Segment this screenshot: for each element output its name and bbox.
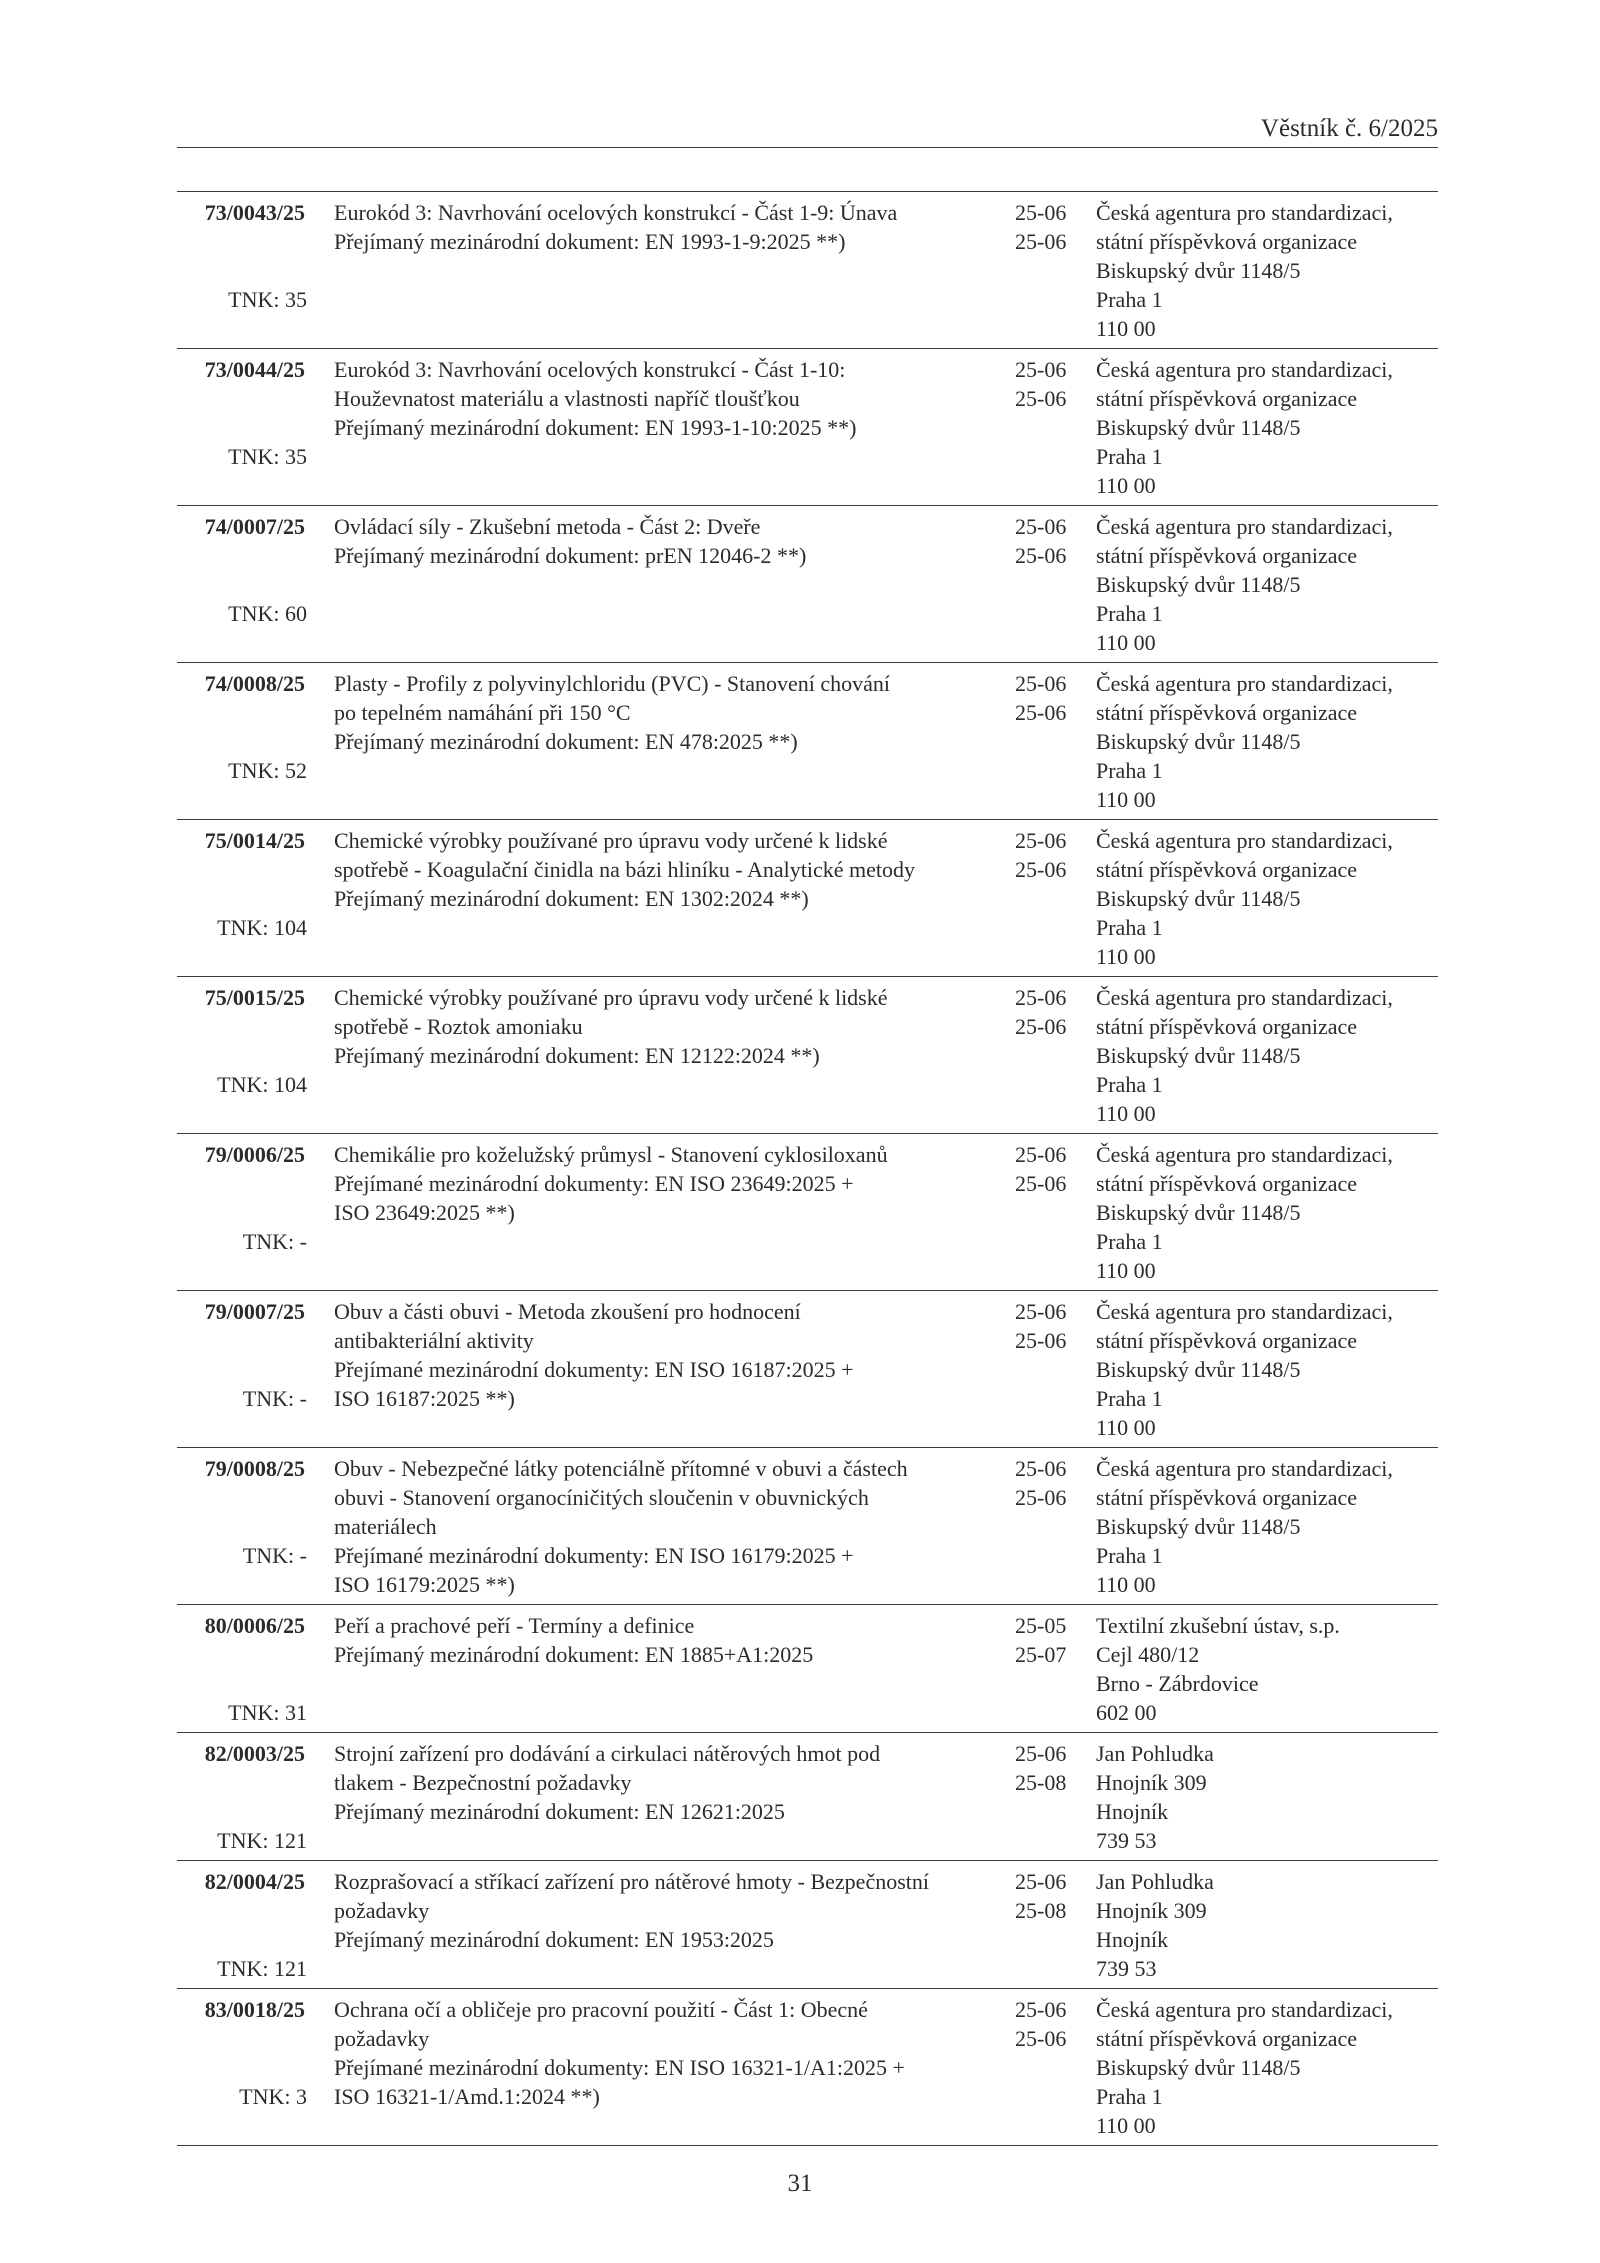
dates bbox=[1015, 512, 1085, 570]
address-line: Biskupský dvůr 1148/5 bbox=[1096, 572, 1301, 597]
tnk-label: TNK: - bbox=[242, 1229, 307, 1254]
address-line: Česká agentura pro standardizaci, bbox=[1096, 1299, 1393, 1324]
dates bbox=[1015, 669, 1085, 727]
address-line: Praha 1 bbox=[1096, 1543, 1163, 1568]
document-title bbox=[334, 1739, 1014, 1826]
address-line: Praha 1 bbox=[1096, 1072, 1163, 1097]
processor-address bbox=[1096, 669, 1436, 814]
table-row bbox=[177, 192, 1438, 349]
document-title bbox=[334, 826, 1014, 913]
row-identifier bbox=[185, 1867, 307, 1981]
standards-table bbox=[177, 191, 1438, 2146]
address-line: Biskupský dvůr 1148/5 bbox=[1096, 1043, 1301, 1068]
title-line: spotřebě - Roztok amoniaku bbox=[334, 1014, 583, 1039]
address-line: Hnojník bbox=[1096, 1927, 1169, 1952]
address-line: státní příspěvková organizace bbox=[1096, 700, 1358, 725]
dates bbox=[1015, 1297, 1085, 1355]
address-line: 110 00 bbox=[1096, 316, 1156, 341]
title-line: Strojní zařízení pro dodávání a cirkulaci nátěrových hmot pod bbox=[334, 1741, 881, 1766]
address-line: 602 00 bbox=[1096, 1700, 1157, 1725]
tnk-label: TNK: 3 bbox=[239, 2084, 307, 2109]
title-line: Obuv - Nebezpečné látky potenciálně přítomné v obuvi a částech bbox=[334, 1456, 908, 1481]
date-value: 25-08 bbox=[1015, 1770, 1067, 1795]
row-identifier bbox=[185, 1297, 307, 1411]
processor-address bbox=[1096, 826, 1436, 971]
address-line: 110 00 bbox=[1096, 2113, 1156, 2138]
address-line: Hnojník 309 bbox=[1096, 1770, 1207, 1795]
table-row bbox=[177, 1861, 1438, 1989]
title-line: antibakteriální aktivity bbox=[334, 1328, 534, 1353]
date-value: 25-06 bbox=[1015, 1741, 1067, 1766]
date-value: 25-06 bbox=[1015, 543, 1067, 568]
title-line: Chemické výrobky používané pro úpravu vody určené k lidské bbox=[334, 828, 888, 853]
date-value: 25-06 bbox=[1015, 2026, 1067, 2051]
table-row bbox=[177, 1733, 1438, 1861]
address-line: Česká agentura pro standardizaci, bbox=[1096, 514, 1393, 539]
address-line: Česká agentura pro standardizaci, bbox=[1096, 1456, 1393, 1481]
title-line: Houževnatost materiálu a vlastnosti napříč tloušťkou bbox=[334, 386, 800, 411]
dates bbox=[1015, 1454, 1085, 1512]
table-row bbox=[177, 1605, 1438, 1733]
address-line: 110 00 bbox=[1096, 473, 1156, 498]
dates bbox=[1015, 355, 1085, 413]
address-line: Česká agentura pro standardizaci, bbox=[1096, 1142, 1393, 1167]
tnk-label: TNK: - bbox=[242, 1386, 307, 1411]
address-line: státní příspěvková organizace bbox=[1096, 543, 1358, 568]
dates bbox=[1015, 826, 1085, 884]
date-value: 25-06 bbox=[1015, 200, 1067, 225]
document-number: 80/0006/25 bbox=[204, 1613, 305, 1638]
document-number: 79/0007/25 bbox=[204, 1299, 305, 1324]
title-line: obuvi - Stanovení organocíničitých sloučenin v obuvnických bbox=[334, 1485, 869, 1510]
date-value: 25-05 bbox=[1015, 1613, 1067, 1638]
title-line: Rozprašovací a stříkací zařízení pro nátěrové hmoty - Bezpečnostní bbox=[334, 1869, 929, 1894]
title-line: Přejímaný mezinárodní dokument: EN 12621:2025 bbox=[334, 1799, 785, 1824]
table-row bbox=[177, 820, 1438, 977]
document-number: 74/0008/25 bbox=[204, 671, 305, 696]
date-value: 25-06 bbox=[1015, 1299, 1067, 1324]
row-identifier bbox=[185, 669, 307, 783]
title-line: ISO 16321-1/Amd.1:2024 **) bbox=[334, 2084, 600, 2109]
processor-address bbox=[1096, 983, 1436, 1128]
processor-address bbox=[1096, 355, 1436, 500]
address-line: Jan Pohludka bbox=[1096, 1741, 1214, 1766]
title-line: Ochrana očí a obličeje pro pracovní použití - Část 1: Obecné bbox=[334, 1997, 868, 2022]
tnk-label: TNK: 121 bbox=[217, 1956, 307, 1981]
table-row bbox=[177, 349, 1438, 506]
document-number: 73/0043/25 bbox=[204, 200, 305, 225]
address-line: Praha 1 bbox=[1096, 1386, 1163, 1411]
title-line: Přejímaný mezinárodní dokument: prEN 12046-2 **) bbox=[334, 543, 807, 568]
table-row bbox=[177, 1448, 1438, 1605]
table-row bbox=[177, 506, 1438, 663]
address-line: 739 53 bbox=[1096, 1828, 1157, 1853]
address-line: Praha 1 bbox=[1096, 758, 1163, 783]
date-value: 25-06 bbox=[1015, 1456, 1067, 1481]
processor-address bbox=[1096, 1611, 1436, 1727]
document-title bbox=[334, 983, 1014, 1070]
title-line: Peří a prachové peří - Termíny a definice bbox=[334, 1613, 695, 1638]
title-line: ISO 16187:2025 **) bbox=[334, 1386, 515, 1411]
dates bbox=[1015, 983, 1085, 1041]
dates bbox=[1015, 198, 1085, 256]
address-line: Hnojník bbox=[1096, 1799, 1169, 1824]
address-line: Praha 1 bbox=[1096, 2084, 1163, 2109]
document-number: 75/0015/25 bbox=[204, 985, 305, 1010]
document-number: 75/0014/25 bbox=[204, 828, 305, 853]
document-title bbox=[334, 1611, 1014, 1669]
document-title bbox=[334, 1297, 1014, 1413]
address-line: 110 00 bbox=[1096, 1415, 1156, 1440]
document-title bbox=[334, 198, 1014, 256]
address-line: 110 00 bbox=[1096, 944, 1156, 969]
title-line: požadavky bbox=[334, 1898, 430, 1923]
address-line: Biskupský dvůr 1148/5 bbox=[1096, 1200, 1301, 1225]
dates bbox=[1015, 1867, 1085, 1925]
address-line: Jan Pohludka bbox=[1096, 1869, 1214, 1894]
dates bbox=[1015, 1995, 1085, 2053]
processor-address bbox=[1096, 1454, 1436, 1599]
date-value: 25-07 bbox=[1015, 1642, 1067, 1667]
document-title bbox=[334, 355, 1014, 442]
address-line: Hnojník 309 bbox=[1096, 1898, 1207, 1923]
title-line: Eurokód 3: Navrhování ocelových konstrukcí - Část 1-9: Únava bbox=[334, 200, 898, 225]
address-line: Biskupský dvůr 1148/5 bbox=[1096, 2055, 1301, 2080]
title-line: ISO 16179:2025 **) bbox=[334, 1572, 515, 1597]
page-header bbox=[177, 114, 1438, 148]
row-identifier bbox=[185, 512, 307, 626]
address-line: Biskupský dvůr 1148/5 bbox=[1096, 886, 1301, 911]
address-line: Brno - Zábrdovice bbox=[1096, 1671, 1259, 1696]
date-value: 25-06 bbox=[1015, 386, 1067, 411]
document-number: 74/0007/25 bbox=[204, 514, 305, 539]
address-line: státní příspěvková organizace bbox=[1096, 2026, 1358, 2051]
address-line: Česká agentura pro standardizaci, bbox=[1096, 1997, 1393, 2022]
title-line: Přejímaný mezinárodní dokument: EN 12122:2024 **) bbox=[334, 1043, 820, 1068]
date-value: 25-06 bbox=[1015, 1014, 1067, 1039]
document-title bbox=[334, 1140, 1014, 1227]
title-line: Chemikálie pro koželužský průmysl - Stanovení cyklosiloxanů bbox=[334, 1142, 888, 1167]
address-line: 110 00 bbox=[1096, 787, 1156, 812]
document-number: 82/0004/25 bbox=[204, 1869, 305, 1894]
title-line: Obuv a části obuvi - Metoda zkoušení pro hodnocení bbox=[334, 1299, 801, 1324]
address-line: Biskupský dvůr 1148/5 bbox=[1096, 1514, 1301, 1539]
address-line: Česká agentura pro standardizaci, bbox=[1096, 828, 1393, 853]
address-line: Textilní zkušební ústav, s.p. bbox=[1096, 1613, 1340, 1638]
title-line: tlakem - Bezpečnostní požadavky bbox=[334, 1770, 632, 1795]
dates bbox=[1015, 1739, 1085, 1797]
row-identifier bbox=[185, 1995, 307, 2109]
processor-address bbox=[1096, 512, 1436, 657]
address-line: Česká agentura pro standardizaci, bbox=[1096, 985, 1393, 1010]
tnk-label: TNK: 60 bbox=[228, 601, 307, 626]
dates bbox=[1015, 1611, 1085, 1669]
document-number: 83/0018/25 bbox=[204, 1997, 305, 2022]
processor-address bbox=[1096, 1739, 1436, 1855]
address-line: 739 53 bbox=[1096, 1956, 1157, 1981]
tnk-label: TNK: 52 bbox=[228, 758, 307, 783]
date-value: 25-06 bbox=[1015, 857, 1067, 882]
title-line: Přejímané mezinárodní dokumenty: EN ISO 16179:2025 + bbox=[334, 1543, 854, 1568]
tnk-label: TNK: 121 bbox=[217, 1828, 307, 1853]
document-title bbox=[334, 1995, 1014, 2111]
address-line: 110 00 bbox=[1096, 1572, 1156, 1597]
title-line: Přejímaný mezinárodní dokument: EN 478:2025 **) bbox=[334, 729, 798, 754]
row-identifier bbox=[185, 1611, 307, 1725]
row-identifier bbox=[185, 1140, 307, 1254]
title-line: Přejímaný mezinárodní dokument: EN 1993-1-10:2025 **) bbox=[334, 415, 857, 440]
document-title bbox=[334, 669, 1014, 756]
row-identifier bbox=[185, 1739, 307, 1853]
address-line: Česká agentura pro standardizaci, bbox=[1096, 200, 1393, 225]
document-number: 82/0003/25 bbox=[204, 1741, 305, 1766]
address-line: státní příspěvková organizace bbox=[1096, 229, 1358, 254]
title-line: spotřebě - Koagulační činidla na bázi hliníku - Analytické metody bbox=[334, 857, 915, 882]
processor-address bbox=[1096, 198, 1436, 343]
date-value: 25-06 bbox=[1015, 1997, 1067, 2022]
table-row bbox=[177, 1291, 1438, 1448]
processor-address bbox=[1096, 1297, 1436, 1442]
date-value: 25-06 bbox=[1015, 828, 1067, 853]
table-row bbox=[177, 663, 1438, 820]
title-line: Přejímaný mezinárodní dokument: EN 1953:2025 bbox=[334, 1927, 774, 1952]
date-value: 25-06 bbox=[1015, 700, 1067, 725]
date-value: 25-06 bbox=[1015, 671, 1067, 696]
title-line: materiálech bbox=[334, 1514, 437, 1539]
date-value: 25-06 bbox=[1015, 1142, 1067, 1167]
date-value: 25-06 bbox=[1015, 1485, 1067, 1510]
title-line: ISO 23649:2025 **) bbox=[334, 1200, 515, 1225]
address-line: Praha 1 bbox=[1096, 287, 1163, 312]
document-number: 73/0044/25 bbox=[204, 357, 305, 382]
address-line: státní příspěvková organizace bbox=[1096, 1014, 1358, 1039]
address-line: Biskupský dvůr 1148/5 bbox=[1096, 258, 1301, 283]
date-value: 25-06 bbox=[1015, 1171, 1067, 1196]
page-number: 31 bbox=[787, 2170, 813, 2197]
address-line: státní příspěvková organizace bbox=[1096, 1485, 1358, 1510]
row-identifier bbox=[185, 983, 307, 1097]
date-value: 25-08 bbox=[1015, 1898, 1067, 1923]
tnk-label: TNK: 31 bbox=[228, 1700, 307, 1725]
date-value: 25-06 bbox=[1015, 229, 1067, 254]
tnk-label: TNK: - bbox=[242, 1543, 307, 1568]
title-line: Přejímané mezinárodní dokumenty: EN ISO 16187:2025 + bbox=[334, 1357, 854, 1382]
date-value: 25-06 bbox=[1015, 1869, 1067, 1894]
date-value: 25-06 bbox=[1015, 514, 1067, 539]
address-line: Praha 1 bbox=[1096, 444, 1163, 469]
address-line: 110 00 bbox=[1096, 1258, 1156, 1283]
table-row bbox=[177, 1989, 1438, 2146]
document-number: 79/0006/25 bbox=[204, 1142, 305, 1167]
address-line: Biskupský dvůr 1148/5 bbox=[1096, 729, 1301, 754]
table-row bbox=[177, 977, 1438, 1134]
address-line: státní příspěvková organizace bbox=[1096, 857, 1358, 882]
address-line: Biskupský dvůr 1148/5 bbox=[1096, 1357, 1301, 1382]
title-line: Přejímané mezinárodní dokumenty: EN ISO 16321-1/A1:2025 + bbox=[334, 2055, 905, 2080]
date-value: 25-06 bbox=[1015, 1328, 1067, 1353]
document-title bbox=[334, 1454, 1014, 1599]
row-identifier bbox=[185, 826, 307, 940]
address-line: Česká agentura pro standardizaci, bbox=[1096, 357, 1393, 382]
address-line: státní příspěvková organizace bbox=[1096, 1171, 1358, 1196]
row-identifier bbox=[185, 198, 307, 312]
address-line: 110 00 bbox=[1096, 1101, 1156, 1126]
title-line: požadavky bbox=[334, 2026, 430, 2051]
title-line: Plasty - Profily z polyvinylchloridu (PVC) - Stanovení chování bbox=[334, 671, 891, 696]
tnk-label: TNK: 35 bbox=[228, 287, 307, 312]
title-line: Přejímaný mezinárodní dokument: EN 1993-1-9:2025 **) bbox=[334, 229, 846, 254]
tnk-label: TNK: 104 bbox=[217, 915, 307, 940]
title-line: Přejímané mezinárodní dokumenty: EN ISO 23649:2025 + bbox=[334, 1171, 854, 1196]
tnk-label: TNK: 104 bbox=[217, 1072, 307, 1097]
dates bbox=[1015, 1140, 1085, 1198]
address-line: 110 00 bbox=[1096, 630, 1156, 655]
table-row bbox=[177, 1134, 1438, 1291]
processor-address bbox=[1096, 1140, 1436, 1285]
row-identifier bbox=[185, 355, 307, 469]
date-value: 25-06 bbox=[1015, 985, 1067, 1010]
address-line: státní příspěvková organizace bbox=[1096, 386, 1358, 411]
title-line: Ovládací síly - Zkušební metoda - Část 2: Dveře bbox=[334, 514, 761, 539]
document-title bbox=[334, 512, 1014, 570]
journal-title: Věstník č. 6/2025 bbox=[1260, 115, 1438, 142]
date-value: 25-06 bbox=[1015, 357, 1067, 382]
title-line: Přejímaný mezinárodní dokument: EN 1302:2024 **) bbox=[334, 886, 809, 911]
title-line: po tepelném namáhání při 150 °C bbox=[334, 700, 631, 725]
title-line: Přejímaný mezinárodní dokument: EN 1885+A1:2025 bbox=[334, 1642, 814, 1667]
address-line: Praha 1 bbox=[1096, 915, 1163, 940]
address-line: Praha 1 bbox=[1096, 601, 1163, 626]
tnk-label: TNK: 35 bbox=[228, 444, 307, 469]
address-line: Česká agentura pro standardizaci, bbox=[1096, 671, 1393, 696]
address-line: Praha 1 bbox=[1096, 1229, 1163, 1254]
row-identifier bbox=[185, 1454, 307, 1568]
address-line: Cejl 480/12 bbox=[1096, 1642, 1200, 1667]
address-line: Biskupský dvůr 1148/5 bbox=[1096, 415, 1301, 440]
title-line: Eurokód 3: Navrhování ocelových konstrukcí - Část 1-10: bbox=[334, 357, 846, 382]
processor-address bbox=[1096, 1867, 1436, 1983]
document-title bbox=[334, 1867, 1014, 1954]
title-line: Chemické výrobky používané pro úpravu vody určené k lidské bbox=[334, 985, 888, 1010]
processor-address bbox=[1096, 1995, 1436, 2140]
address-line: státní příspěvková organizace bbox=[1096, 1328, 1358, 1353]
document-number: 79/0008/25 bbox=[204, 1456, 305, 1481]
